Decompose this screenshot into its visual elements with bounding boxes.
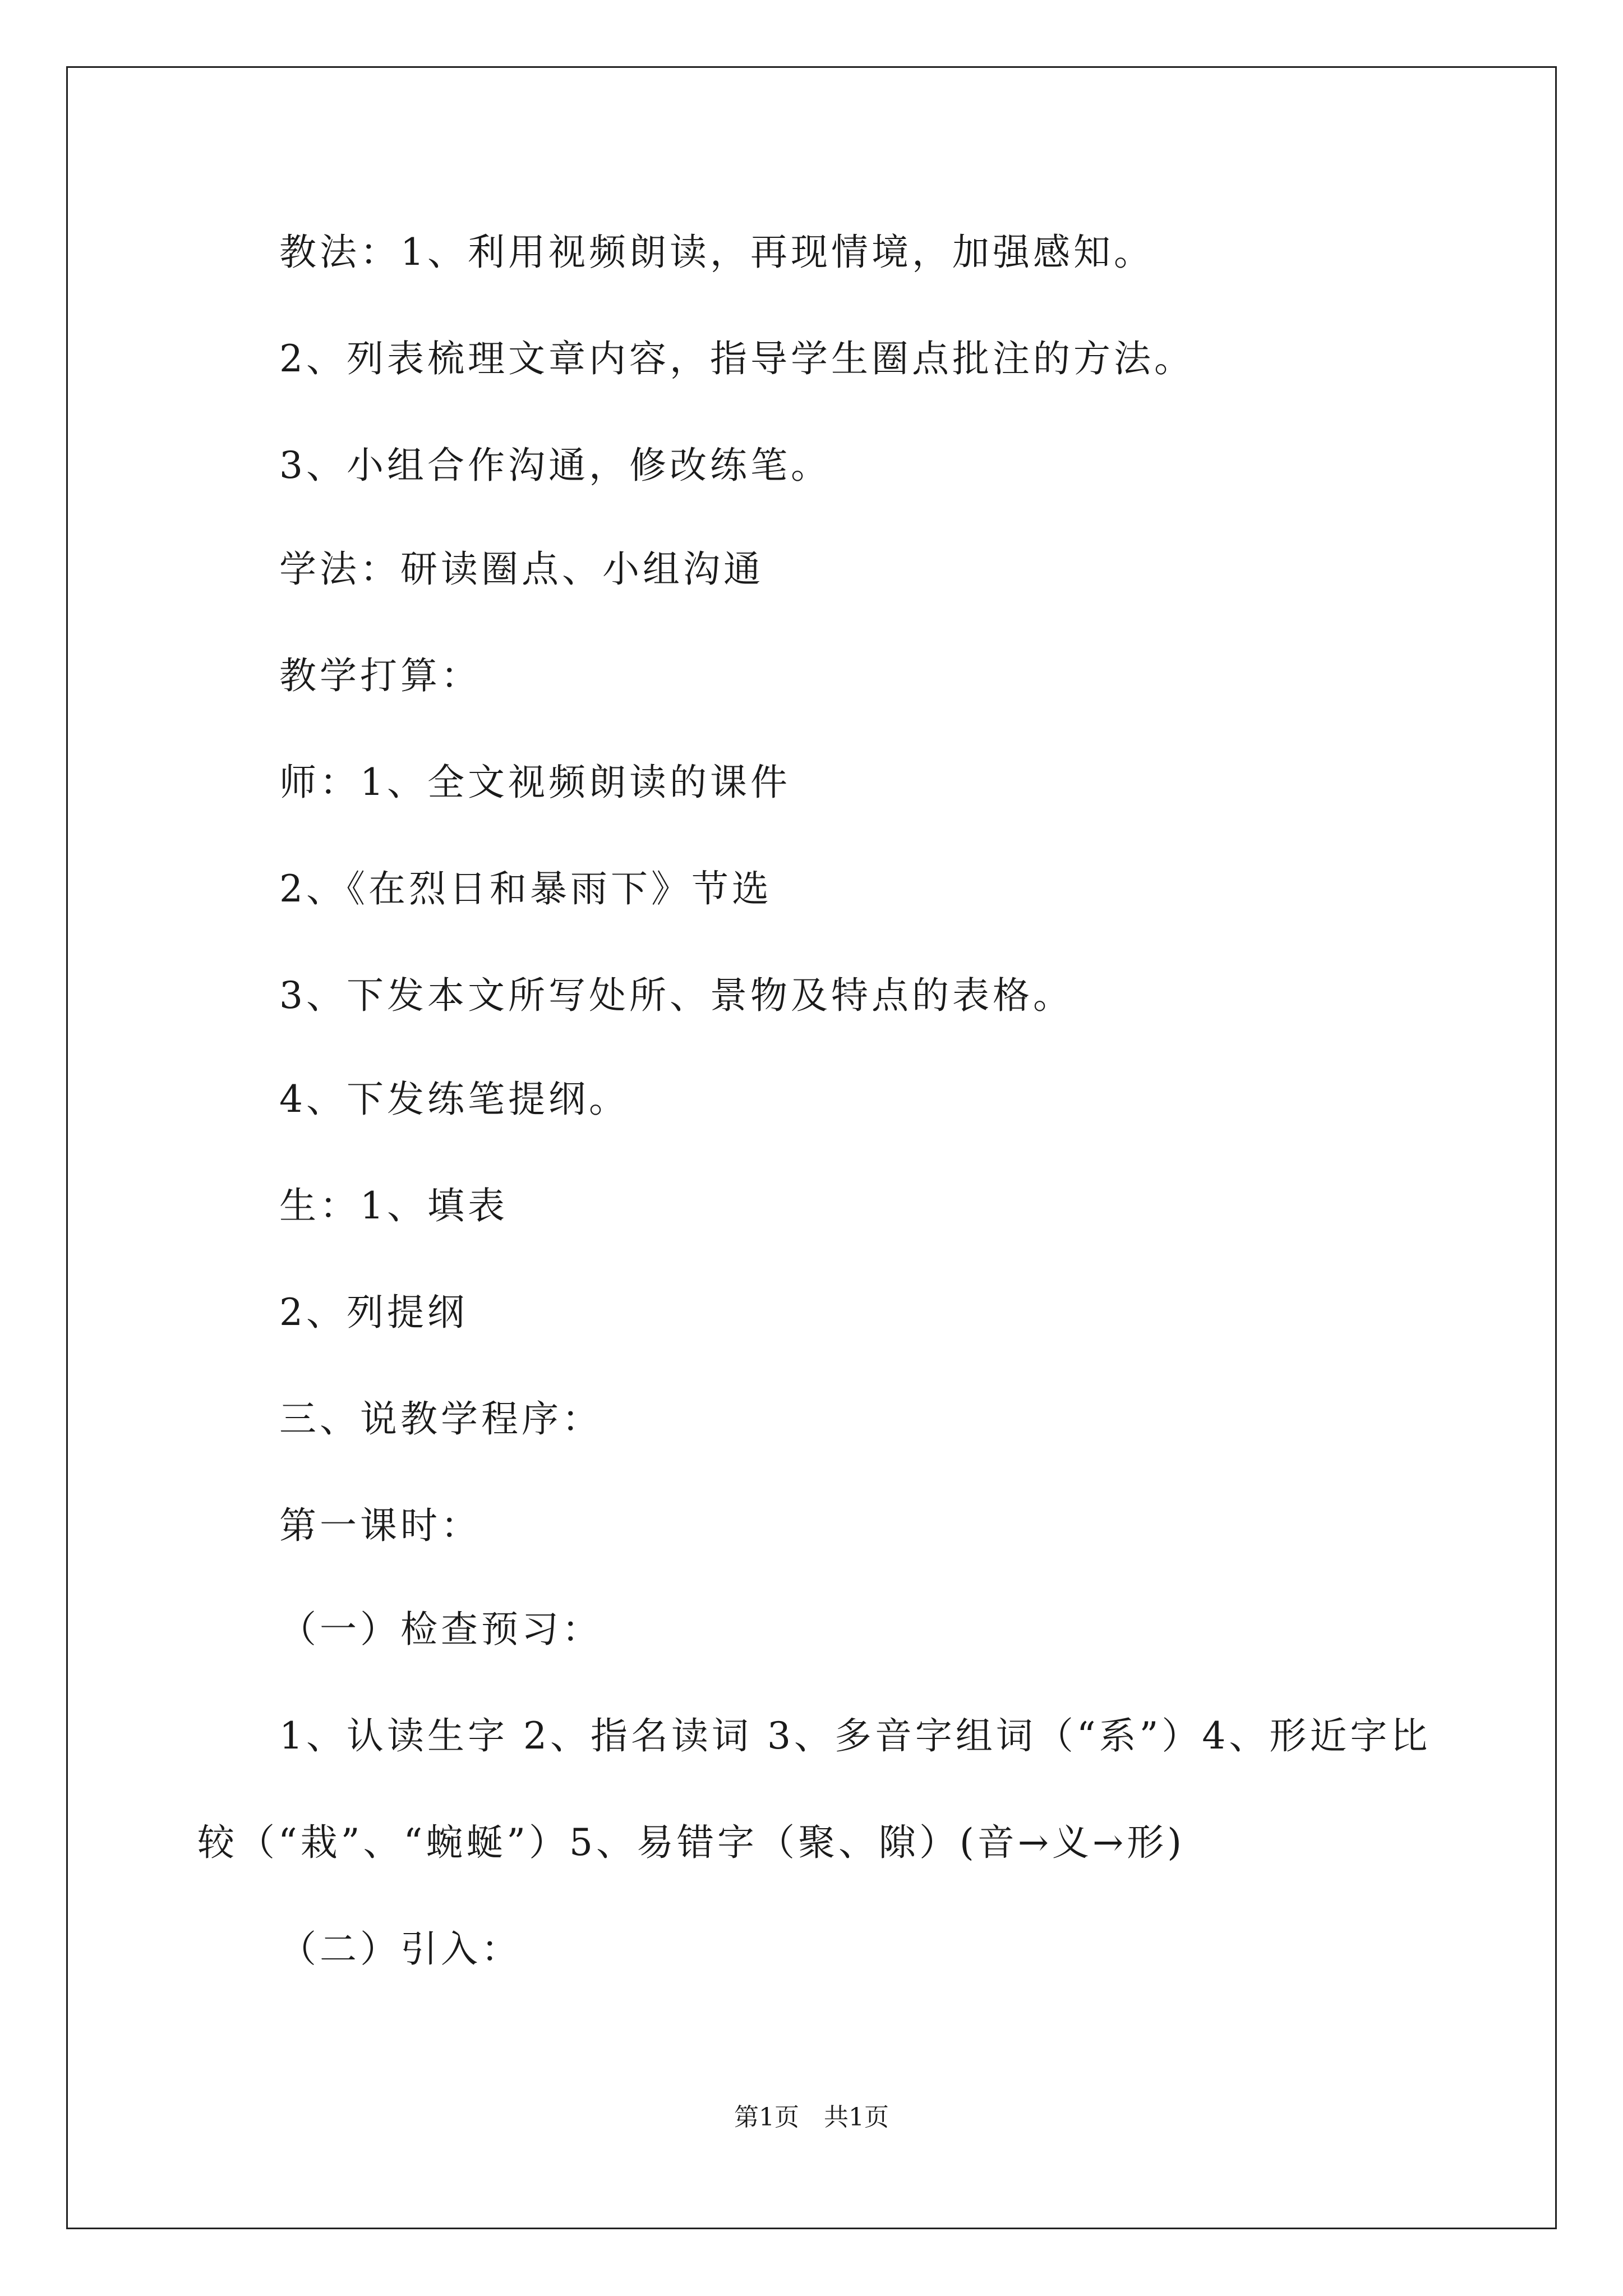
text-line: 教法：1、利用视频朗读，再现情境，加强感知。 xyxy=(279,231,1154,274)
text-line: （一）检查预习： xyxy=(279,1608,602,1651)
text-line: 教学打算： xyxy=(279,654,481,697)
text-line: 3、小组合作沟通，修改练笔。 xyxy=(279,444,831,487)
text-line: 4、下发练笔提纲。 xyxy=(279,1078,629,1121)
text-line: 师：1、全文视频朗读的课件 xyxy=(279,761,791,804)
page-number-footer: 第1页 共1页 xyxy=(734,2103,889,2132)
text-line: 2、《在烈日和暴雨下》节选 xyxy=(279,867,772,910)
text-line: 三、说教学程序： xyxy=(279,1397,602,1441)
text-line: 学法：研读圈点、小组沟通 xyxy=(279,547,764,591)
text-line: 2、列表梳理文章内容，指导学生圈点批注的方法。 xyxy=(279,337,1195,380)
text-line: 第一课时： xyxy=(279,1504,481,1547)
text-line: 生：1、填表 xyxy=(279,1184,508,1227)
text-line: 较（“栽”、“蜿蜒”）5、易错字（聚、隙）(音→义→形) xyxy=(197,1821,1186,1864)
text-line: 2、列提纲 xyxy=(279,1291,468,1334)
text-line: 3、下发本文所写处所、景物及特点的表格。 xyxy=(279,974,1073,1017)
text-line: （二）引入： xyxy=(279,1927,522,1971)
text-line: 1、认读生字 2、指名读词 3、多音字组词（“系”）4、形近字比 xyxy=(279,1714,1431,1757)
